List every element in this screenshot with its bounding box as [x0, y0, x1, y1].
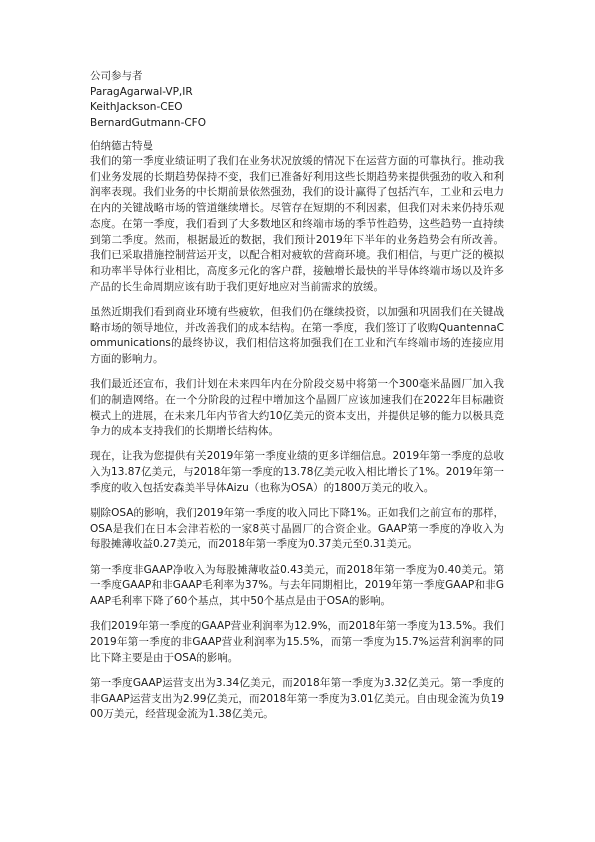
participant-ceo: KeithJackson-CEO: [90, 101, 183, 113]
paragraph-investment: 虽然近期我们看到商业环境有些疲软，但我们仍在继续投资，以加强和巩固我们在关键战略市场的领导地位，并改善我们的成本结构。在第一季度，我们签订了收购QuantennaCommunications的最终协议，我们相信这将加强我们在工业和汽车终端市场的连接应用方面的影响力。: [90, 305, 504, 365]
paragraph-business-outlook: 我们的第一季度业绩证明了我们在业务状况放缓的情况下在运营方面的可靠执行。推动我们业务发展的长期趋势保持不变，我们已准备好利用这些长期趋势来提供强劲的收入和利润率表现。我们业务的中长期前景依然强劲，我们的设计赢得了包括汽车，工业和云电力在内的关键战略市场的管道继续增长。尽管存在短期的不利因素，但我们对未来仍持乐观态度。在第一季度，我们看到了大多数地区和终端市场的季节性趋势，这些趋势一直持续到第二季度。然而，根据最近的数据，我们预计2019年下半年的业务趋势会有所改善。我们已采取措施控制营运开支，以配合相对疲软的营商环境。我们相信，与更广泛的模拟和功率半导体行业相比，高度多元化的客户群，接触增长最快的半导体终端市场以及许多产品的长生命周期应该有助于我们更好地应对当前需求的放缓。: [90, 155, 504, 293]
participants-heading: 公司参与者: [90, 70, 143, 82]
paragraph-operating-margin: 我们2019年第一季度的GAAP营业利润率为12.9%，而2018年第一季度为13.5%。我们2019年第一季度的非GAAP营业利润率为15.5%，而第一季度为15.7%运营利润率的同比下降主要是由于OSA的影响。: [90, 620, 504, 664]
paragraph-gross-margin: 第一季度非GAAP净收入为每股摊薄收益0.43美元，而2018年第一季度为0.40美元。第一季度GAAP和非GAAP毛利率为37%。与去年同期相比，2019年第一季度GAAP和非GAAP毛利率下降了60个基点，其中50个基点是由于OSA的影响。: [90, 563, 504, 608]
paragraph-fab-plan: 我们最近还宣布，我们计划在未来四年内在分阶段交易中将第一个300毫米晶圆厂加入我们的制造网络。在一个分阶段的过程中增加这个晶圆厂应该加速我们在2022年目标融资模式上的进展，在未来几年内节省大约10亿美元的资本支出，并提供足够的能力以极具竞争力的成本支持我们的长期增长结构体。: [90, 378, 504, 438]
paragraph-osa-impact: 剔除OSA的影响，我们2019年第一季度的收入同比下降1%。正如我们之前宣布的那样，OSA是我们在日本会津若松的一家8英寸晶圆厂的合资企业。GAAP第一季度的净收入为每股摊薄收益0.27美元，而2018年第一季度为0.37美元至0.31美元。: [90, 507, 504, 551]
participant-cfo: BernardGutmann-CFO: [90, 116, 206, 129]
document-page: [90, 69, 504, 733]
paragraph-operating-expenses: 第一季度GAAP运营支出为3.34亿美元，而2018年第一季度为3.32亿美元。第一季度的非GAAP运营支出为2.99亿美元，而2018年第一季度为3.01亿美元。自由现金流为负1900万美元，经营现金流为1.38亿美元。: [90, 676, 504, 721]
paragraph-q1-revenue: 现在，让我为您提供有关2019年第一季度业绩的更多详细信息。2019年第一季度的总收入为13.87亿美元，与2018年第一季度的13.78亿美元收入相比增长了1%。2019年第一季度的收入包括安森美半导体Aizu（也称为OSA）的1800万美元的收入。: [90, 450, 504, 494]
speaker-name: 伯纳德古特曼: [90, 140, 153, 152]
participant-vp-ir: ParagAgarwal-VP,IR: [90, 85, 193, 98]
